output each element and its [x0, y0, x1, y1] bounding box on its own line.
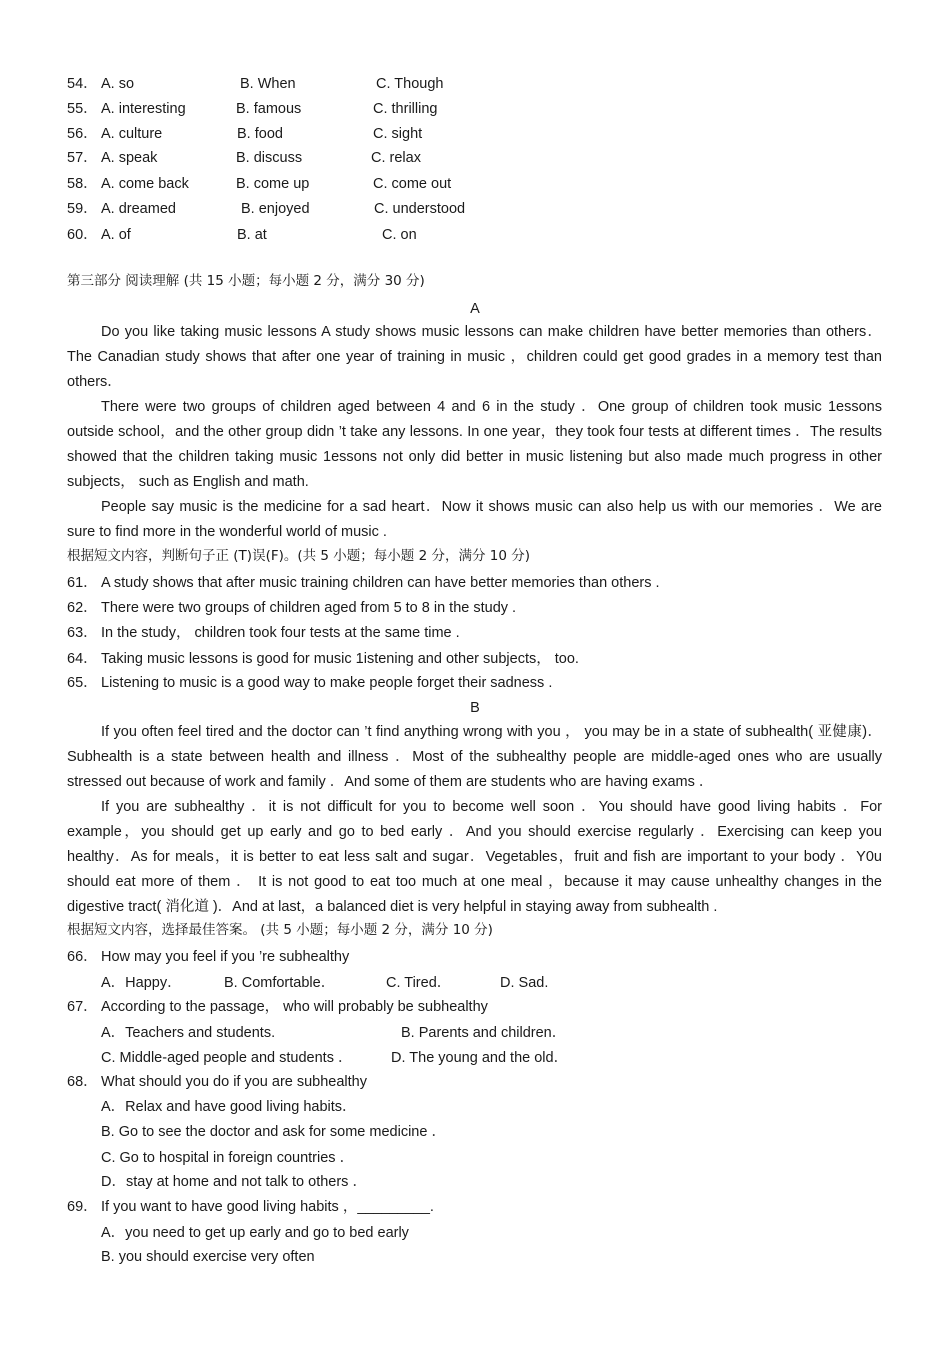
paragraph-text: If you often feel tired and the doctor can ’t find anything wrong with you ， you may be in a state of subhealth( 亚健康)．Subhealth is a state between health and illness ．Most of the subhealthy people are middle-aged ones who are usually stressed out because of work and family ．And some of them are students who are having exams ．	[67, 724, 882, 790]
passage-b-label: B	[470, 700, 480, 716]
option-c: C. come out	[373, 176, 452, 192]
passage-b-paragraph	[67, 795, 882, 920]
option-row-number: 56．	[67, 126, 98, 142]
option-a: A. so	[101, 76, 135, 92]
option-row-number: 58．	[67, 176, 98, 192]
passage-b-paragraph	[67, 720, 882, 795]
question-number: 61．	[67, 575, 98, 591]
question-text: How may you feel if you ’re subhealthy	[101, 949, 350, 965]
question-text: Taking music lessons is good for music 1istening and other subjects， too.	[101, 651, 579, 667]
question-text: In the study， children took four tests at the same time .	[101, 625, 460, 641]
option-c: C. Though	[376, 76, 444, 92]
option-b: B. discuss	[236, 150, 303, 166]
question-number: 68．	[67, 1074, 98, 1090]
question-text: There were two groups of children aged from 5 to 8 in the study .	[101, 600, 517, 616]
option-b: B. Go to see the doctor and ask for some medicine ．	[101, 1124, 446, 1140]
option-b: B. enjoyed	[241, 201, 310, 217]
option-c: C. Go to hospital in foreign countries ．	[101, 1150, 355, 1166]
passage-a-paragraph	[67, 320, 882, 395]
option-row-number: 59．	[67, 201, 98, 217]
option-a: A. of	[101, 227, 131, 243]
option-d: D．stay at home and not talk to others ．	[101, 1174, 367, 1190]
question-text: A study shows that after music training children can have better memories than others .	[101, 575, 660, 591]
question-text: Listening to music is a good way to make people forget their sadness .	[101, 675, 553, 691]
option-b: B. When	[240, 76, 296, 92]
option-row-number: 57．	[67, 150, 98, 166]
option-a: A. speak	[101, 150, 158, 166]
option-b: B. Comfortable．	[224, 975, 336, 991]
option-a: A．Happy．	[101, 975, 182, 991]
paragraph-text: There were two groups of children aged between 4 and 6 in the study ．One group of children took music 1essons outside school，and the other group didn ’t take any lessons. In one year，they took four tests at different times ．The results showed that the children taking music 1essons not only did better in music listening but also made much progress in other subjects， such as English and math.	[67, 399, 882, 490]
question-number: 63．	[67, 625, 98, 641]
option-a: A. interesting	[101, 101, 186, 117]
paragraph-text: People say music is the medicine for a sad heart．Now it shows music can also help us with our memories ．We are sure to find more in the wonderful world of music .	[67, 499, 882, 540]
question-number: 65．	[67, 675, 98, 691]
option-b: B. food	[237, 126, 283, 142]
option-d: D. Sad.	[500, 975, 549, 991]
paragraph-text: If you are subhealthy ．it is not difficult for you to become well soon ．You should have good living habits ．For example，you should get up early and go to bed early ．And you should exercise regularly ．Exercising can keep you healthy．As for meals，it is better to eat less salt and sugar．Vegetables，fruit and fish are important to your body ．Y0u should eat more of them ． It is not good to eat too much at one meal ，because it may cause unhealthy changes in the digestive tract( 消化道 )．And at last，a balanced diet is very helpful in staying away from subhealth .	[67, 799, 882, 915]
question-number: 62．	[67, 600, 98, 616]
option-a: A．you need to get up early and go to bed early	[101, 1225, 409, 1241]
question-text: According to the passage， who will probably be subhealthy	[101, 999, 488, 1015]
question-number: 66．	[67, 949, 98, 965]
option-a: A. dreamed	[101, 201, 176, 217]
instructions: 根据短文内容，判断句子正 (T)误(F)。(共 5 小题；每小题 2 分，满分 10 分)	[67, 548, 531, 564]
passage-a-paragraph	[67, 495, 882, 545]
option-b: B. at	[237, 227, 267, 243]
question-number: 67．	[67, 999, 98, 1015]
option-b: B. famous	[236, 101, 302, 117]
option-b: B. you should exercise very often	[101, 1249, 315, 1265]
option-b: B. come up	[236, 176, 310, 192]
instructions: 根据短文内容，选择最佳答案。 (共 5 小题；每小题 2 分，满分 10 分)	[67, 922, 493, 938]
option-row-number: 54．	[67, 76, 98, 92]
option-row-number: 55．	[67, 101, 98, 117]
option-a: A. culture	[101, 126, 163, 142]
option-a: A. come back	[101, 176, 189, 192]
option-d: D. The young and the old．	[391, 1050, 569, 1066]
question-number: 69．	[67, 1199, 98, 1215]
question-text: If you want to have good living habits ，_________.	[101, 1199, 434, 1215]
paragraph-text: Do you like taking music lessons A study shows music lessons can make children have better memories than others．The Canadian study shows that after one year of training in music ，children could get good grades in a memory test than others．	[67, 324, 882, 390]
option-c: C. Middle-aged people and students ．	[101, 1050, 353, 1066]
option-a: A．Teachers and students.	[101, 1025, 276, 1041]
question-number: 64．	[67, 651, 98, 667]
passage-a-label: A	[470, 301, 480, 317]
option-b: B. Parents and children．	[401, 1025, 567, 1041]
option-row-number: 60．	[67, 227, 98, 243]
option-c: C. Tired．	[386, 975, 452, 991]
option-c: C. on	[382, 227, 417, 243]
option-c: C. relax	[371, 150, 421, 166]
option-c: C. sight	[373, 126, 423, 142]
question-text: What should you do if you are subhealthy	[101, 1074, 367, 1090]
section-heading: 第三部分 阅读理解 (共 15 小题；每小题 2 分，满分 30 分)	[67, 273, 425, 289]
option-c: C. understood	[374, 201, 466, 217]
option-c: C. thrilling	[373, 101, 438, 117]
passage-a-paragraph	[67, 395, 882, 495]
option-a: A．Relax and have good living habits．	[101, 1099, 357, 1115]
